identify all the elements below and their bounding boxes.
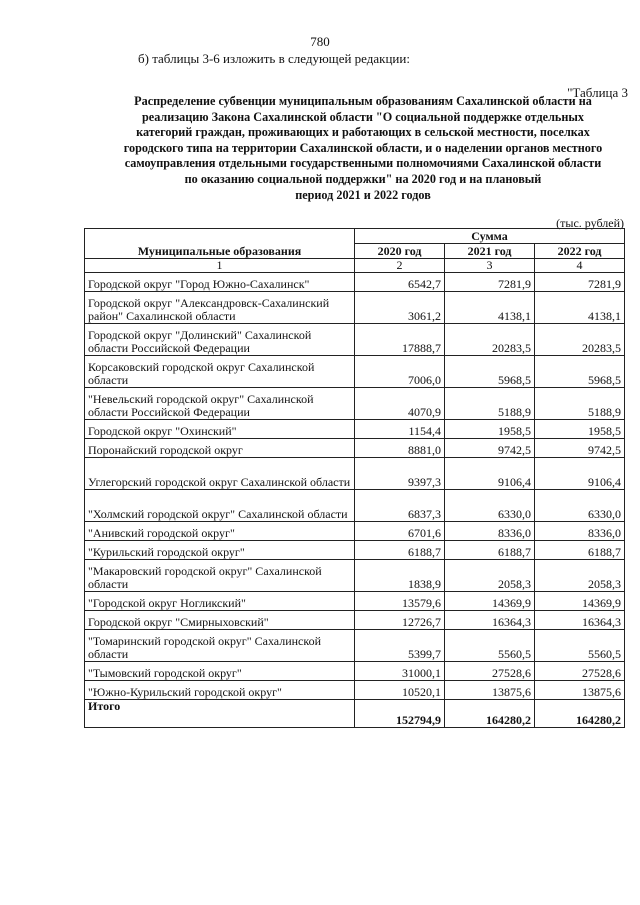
units-label: (тыс. рублей) — [556, 216, 624, 230]
page-number: 780 — [310, 34, 330, 49]
municipality-name: "Тымовский городской округ" — [85, 662, 355, 681]
value-2020: 4070,9 — [355, 388, 445, 420]
value-2020: 7006,0 — [355, 356, 445, 388]
table-row — [85, 388, 625, 420]
value-2020: 9397,3 — [355, 458, 445, 490]
value-2021: 5968,5 — [445, 356, 535, 388]
value-2020: 6542,7 — [355, 273, 445, 292]
value-2021: 6330,0 — [445, 490, 535, 522]
value-2021: 2058,3 — [445, 560, 535, 592]
municipality-name: Городской округ "Город Южно-Сахалинск" — [85, 273, 355, 292]
municipality-name: Городской округ "Александровск-Сахалинский район" Сахалинской области — [85, 292, 355, 324]
value-2021: 13875,6 — [445, 681, 535, 700]
table-label: "Таблица 3 — [567, 85, 628, 100]
column-number: 3 — [445, 259, 535, 273]
value-2020: 1838,9 — [355, 560, 445, 592]
value-2021: 27528,6 — [445, 662, 535, 681]
value-2020: 13579,6 — [355, 592, 445, 611]
table-row — [85, 522, 625, 541]
value-2022: 7281,9 — [535, 273, 625, 292]
header-year-2020: 2020 год — [355, 244, 445, 259]
municipality-name: Городской округ "Долинский" Сахалинской области Российской Федерации — [85, 324, 355, 356]
value-2021: 8336,0 — [445, 522, 535, 541]
value-2021: 7281,9 — [445, 273, 535, 292]
title-line: Распределение субвенции муниципальным образованиям Сахалинской области на — [134, 94, 592, 108]
total-2020: 152794,9 — [355, 700, 445, 728]
municipality-name: "Курильский городской округ" — [85, 541, 355, 560]
municipality-name: "Анивский городской округ" — [85, 522, 355, 541]
table-row — [85, 420, 625, 439]
value-2022: 2058,3 — [535, 560, 625, 592]
value-2022: 5188,9 — [535, 388, 625, 420]
table-body — [85, 273, 625, 700]
table-row — [85, 458, 625, 490]
title-line: по оказанию социальной поддержки" на 2020 год и на плановый — [184, 171, 542, 186]
column-number: 4 — [535, 259, 625, 273]
value-2020: 10520,1 — [355, 681, 445, 700]
value-2022: 27528,6 — [535, 662, 625, 681]
column-number: 1 — [85, 259, 355, 273]
table-row — [85, 592, 625, 611]
value-2020: 5399,7 — [355, 630, 445, 662]
municipality-name: Городской округ "Смирныховский" — [85, 611, 355, 630]
intro-text: б) таблицы 3-6 изложить в следующей редакции: — [138, 51, 410, 66]
value-2021: 5560,5 — [445, 630, 535, 662]
table-row — [85, 662, 625, 681]
header-year-2022: 2022 год — [535, 244, 625, 259]
table-row — [85, 560, 625, 592]
municipality-name: "Южно-Курильский городской округ" — [85, 681, 355, 700]
title-line: городского типа на территории Сахалинской области, и о наделении органов местного — [123, 140, 603, 155]
value-2022: 4138,1 — [535, 292, 625, 324]
value-2020: 17888,7 — [355, 324, 445, 356]
table-row — [85, 273, 625, 292]
total-label: Итого — [85, 700, 355, 728]
value-2020: 8881,0 — [355, 439, 445, 458]
table-row — [85, 541, 625, 560]
municipality-name: "Городской округ Ногликский" — [85, 592, 355, 611]
municipality-name: "Холмский городской округ" Сахалинской области — [85, 490, 355, 522]
title-line: самоуправления отдельными государственными полномочиями Сахалинской области — [124, 156, 602, 171]
value-2020: 31000,1 — [355, 662, 445, 681]
value-2022: 5560,5 — [535, 630, 625, 662]
value-2020: 6837,3 — [355, 490, 445, 522]
municipality-name: "Невельский городской округ" Сахалинской области Российской Федерации — [85, 388, 355, 420]
value-2021: 5188,9 — [445, 388, 535, 420]
value-2022: 1958,5 — [535, 420, 625, 439]
value-2022: 20283,5 — [535, 324, 625, 356]
table-row — [85, 490, 625, 522]
value-2020: 3061,2 — [355, 292, 445, 324]
value-2021: 20283,5 — [445, 324, 535, 356]
table-row — [85, 324, 625, 356]
total-row — [85, 700, 625, 728]
value-2022: 6188,7 — [535, 541, 625, 560]
value-2021: 16364,3 — [445, 611, 535, 630]
column-number: 2 — [355, 259, 445, 273]
value-2022: 14369,9 — [535, 592, 625, 611]
subvention-table — [84, 228, 625, 728]
value-2021: 9742,5 — [445, 439, 535, 458]
document-title — [98, 94, 628, 203]
value-2022: 9106,4 — [535, 458, 625, 490]
value-2021: 4138,1 — [445, 292, 535, 324]
value-2022: 8336,0 — [535, 522, 625, 541]
total-2022: 164280,2 — [535, 700, 625, 728]
value-2020: 6188,7 — [355, 541, 445, 560]
header-sum: Сумма — [355, 229, 625, 244]
table-row — [85, 630, 625, 662]
value-2021: 1958,5 — [445, 420, 535, 439]
value-2020: 1154,4 — [355, 420, 445, 439]
municipality-name: "Макаровский городской округ" Сахалинской области — [85, 560, 355, 592]
header-year-2021: 2021 год — [445, 244, 535, 259]
title-line: реализацию Закона Сахалинской области "О социальной поддержке отдельных — [142, 109, 584, 124]
table-row — [85, 356, 625, 388]
municipality-name: "Томаринский городской округ" Сахалинской области — [85, 630, 355, 662]
value-2022: 16364,3 — [535, 611, 625, 630]
municipality-name: Углегорский городской округ Сахалинской области — [85, 458, 355, 490]
title-line: категорий граждан, проживающих и работающих в сельской местности, поселках — [136, 125, 590, 140]
value-2021: 6188,7 — [445, 541, 535, 560]
table-row — [85, 292, 625, 324]
total-2021: 164280,2 — [445, 700, 535, 728]
value-2022: 5968,5 — [535, 356, 625, 388]
value-2022: 6330,0 — [535, 490, 625, 522]
value-2021: 14369,9 — [445, 592, 535, 611]
table-row — [85, 611, 625, 630]
value-2020: 6701,6 — [355, 522, 445, 541]
municipality-name: Городской округ "Охинский" — [85, 420, 355, 439]
header-municipality: Муниципальные образования — [85, 229, 355, 259]
municipality-name: Поронайский городской округ — [85, 439, 355, 458]
value-2022: 13875,6 — [535, 681, 625, 700]
municipality-name: Корсаковский городской округ Сахалинской области — [85, 356, 355, 388]
table-row — [85, 681, 625, 700]
table-row — [85, 439, 625, 458]
value-2021: 9106,4 — [445, 458, 535, 490]
value-2022: 9742,5 — [535, 439, 625, 458]
value-2020: 12726,7 — [355, 611, 445, 630]
title-line: период 2021 и 2022 годов — [295, 187, 431, 202]
